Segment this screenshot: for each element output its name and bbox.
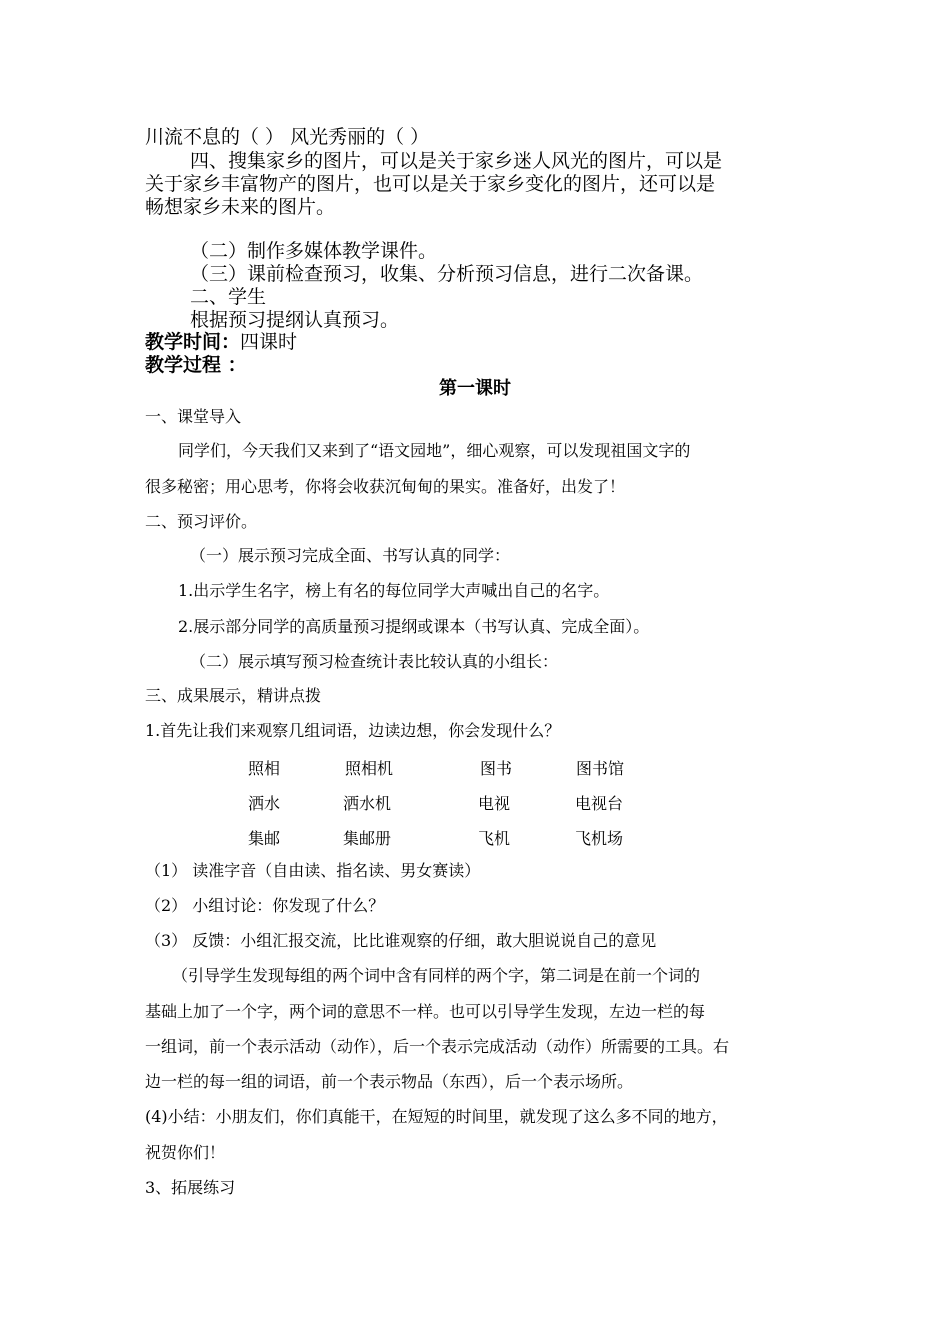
word-cell: 图书 bbox=[480, 759, 513, 778]
word-cell: 飞机场 bbox=[575, 829, 624, 848]
section-heading: 二、预习评价。 bbox=[145, 512, 258, 531]
word-cell: 洒水 bbox=[248, 794, 281, 813]
summary-line: (4)小结：小朋友们，你们真能干，在短短的时间里，就发现了这么多不同的地方， bbox=[145, 1107, 728, 1126]
paragraph-line: 关于家乡丰富物产的图片，也可以是关于家乡变化的图片，还可以是 bbox=[145, 173, 716, 195]
sub-heading: （一）展示预习完成全面、书写认真的同学： bbox=[190, 546, 511, 565]
word-cell: 照相机 bbox=[345, 759, 394, 778]
step-item: （3） 反馈：小组汇报交流，比比谁观察的仔细，敢大胆说说自己的意见 bbox=[145, 931, 657, 950]
word-cell: 洒水机 bbox=[343, 794, 392, 813]
prep-item: （三）课前检查预习，收集、分析预习信息，进行二次备课。 bbox=[190, 263, 704, 285]
paragraph-line: 一组词，前一个表示活动（动作），后一个表示完成活动（动作）所需要的工具。右 bbox=[145, 1037, 730, 1056]
paragraph-line: 基础上加了一个字，两个词的意思不一样。也可以引导学生发现，左边一栏的每 bbox=[145, 1002, 706, 1021]
prep-item: （二）制作多媒体教学课件。 bbox=[190, 240, 438, 262]
paragraph-line: 很多秘密；用心思考，你将会收获沉甸甸的果实。准备好，出发了！ bbox=[145, 477, 626, 496]
section-heading: 二、学生 bbox=[190, 286, 267, 308]
section-heading: 3、拓展练习 bbox=[145, 1178, 236, 1197]
teaching-time-label: 教学时间： bbox=[145, 331, 241, 353]
paragraph-line: （引导学生发现每组的两个词中含有同样的两个字，第二词是在前一个词的 bbox=[172, 966, 701, 985]
teaching-time-value: 四课时 bbox=[240, 331, 298, 353]
fill-blank-line: 川流不息的（ ） 风光秀丽的（ ） bbox=[145, 126, 430, 148]
word-cell: 集邮册 bbox=[343, 829, 392, 848]
step-item: （1） 读准字音（自由读、指名读、男女赛读） bbox=[145, 861, 481, 880]
paragraph-line: 边一栏的每一组的词语，前一个表示物品（东西），后一个表示场所。 bbox=[145, 1072, 634, 1091]
paragraph-line: 畅想家乡未来的图片。 bbox=[145, 196, 336, 218]
word-cell: 集邮 bbox=[248, 829, 281, 848]
word-cell: 飞机 bbox=[478, 829, 511, 848]
question-line: 1.首先让我们来观察几组词语，边读边想，你会发现什么？ bbox=[145, 721, 561, 740]
list-item: 1.出示学生名字，榜上有名的每位同学大声喊出自己的名字。 bbox=[178, 581, 610, 600]
section-heading: 一、课堂导入 bbox=[145, 407, 242, 426]
paragraph-line: 根据预习提纲认真预习。 bbox=[190, 309, 400, 331]
summary-line: 祝贺你们！ bbox=[145, 1143, 226, 1162]
word-cell: 电视台 bbox=[575, 794, 624, 813]
word-cell: 电视 bbox=[478, 794, 511, 813]
section-heading: 三、成果展示，精讲点拨 bbox=[145, 686, 322, 705]
teaching-process-label: 教学过程 ： bbox=[145, 354, 247, 376]
step-item: （2） 小组讨论：你发现了什么？ bbox=[145, 896, 385, 915]
sub-heading: （二）展示填写预习检查统计表比较认真的小组长： bbox=[190, 652, 559, 671]
teaching-time bbox=[145, 331, 297, 353]
paragraph-line: 同学们，今天我们又来到了“语文园地”，细心观察，可以发现祖国文字的 bbox=[178, 441, 691, 460]
word-cell: 图书馆 bbox=[576, 759, 625, 778]
paragraph-line: 四、搜集家乡的图片，可以是关于家乡迷人风光的图片，可以是 bbox=[190, 150, 723, 172]
word-cell: 照相 bbox=[248, 759, 281, 778]
lesson-title: 第一课时 bbox=[439, 378, 511, 399]
list-item: 2.展示部分同学的高质量预习提纲或课本（书写认真、完成全面）。 bbox=[178, 617, 650, 636]
